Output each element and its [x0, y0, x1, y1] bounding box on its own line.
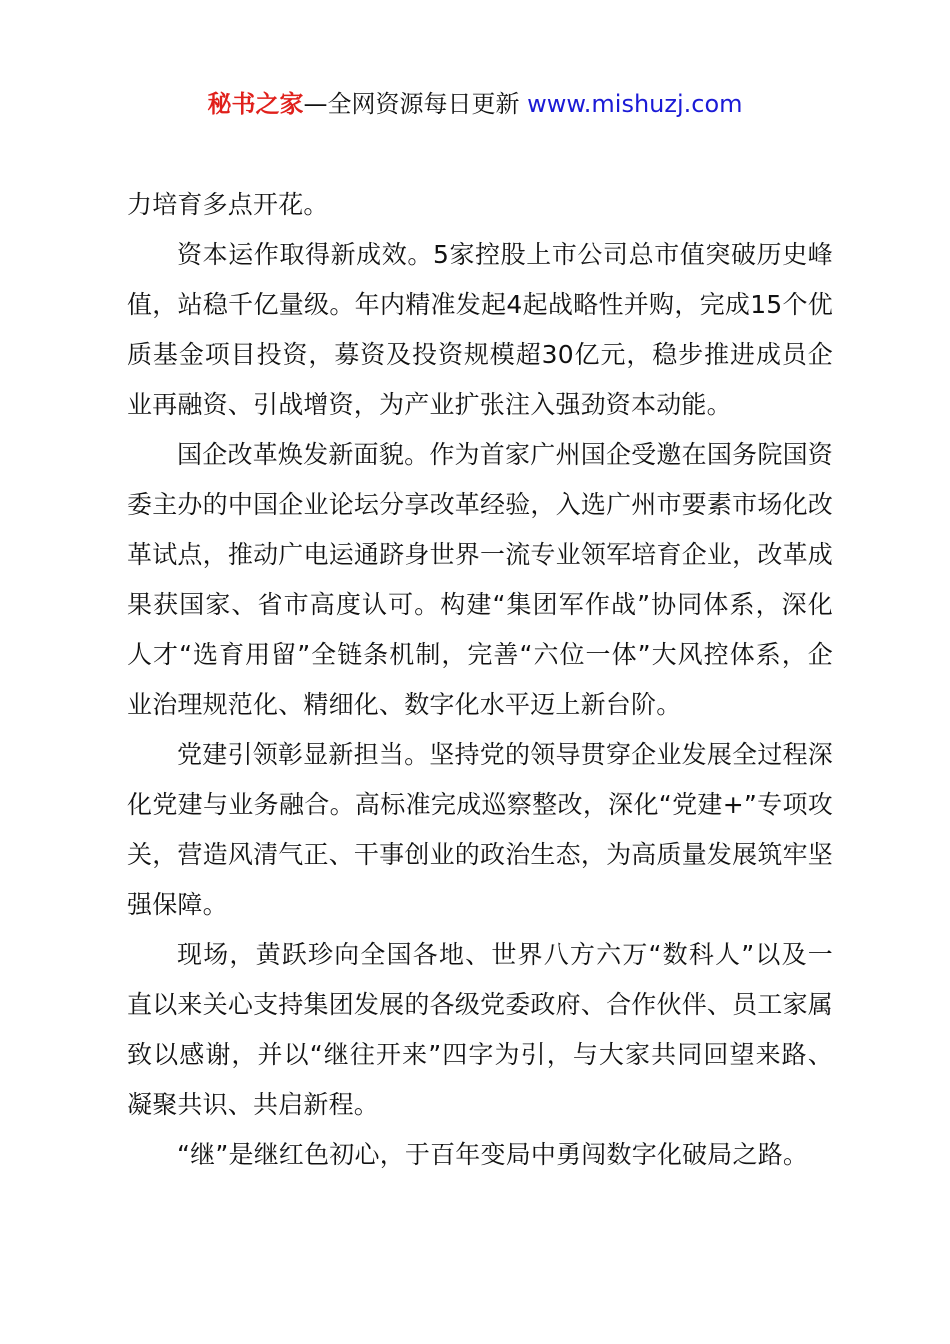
document-body [127, 180, 833, 1180]
site-brand: 秘书之家 [207, 90, 304, 118]
paragraph: 现场，黄跃珍向全国各地、世界八方六万“数科人”以及一直以来关心支持集团发展的各级党委政府、合作伙伴、员工家属致以感谢，并以“继往开来”四字为引，与大家共同回望来路、凝聚共识、共启新程。 [127, 940, 833, 1119]
paragraph: 党建引领彰显新担当。坚持党的领导贯穿企业发展全过程深化党建与业务融合。高标准完成巡察整改，深化“党建+”专项攻关，营造风清气正、干事创业的政治生态，为高质量发展筑牢坚强保障。 [127, 740, 833, 919]
site-url-link[interactable]: www.mishuzj.com [527, 90, 743, 118]
site-tagline: —全网资源每日更新 [303, 90, 528, 118]
paragraph: 力培育多点开花。 [127, 190, 329, 219]
paragraph: “继”是继红色初心，于百年变局中勇闯数字化破局之路。 [177, 1140, 809, 1169]
site-header [0, 88, 950, 120]
paragraph: 国企改革焕发新面貌。作为首家广州国企受邀在国务院国资委主办的中国企业论坛分享改革经验，入选广州市要素市场化改革试点，推动广电运通跻身世界一流专业领军培育企业，改革成果获国家、省市高度认可。构建“集团军作战”协同体系，深化人才“选育用留”全链条机制，完善“六位一体”大风控体系，企业治理规范化、精细化、数字化水平迈上新台阶。 [127, 440, 833, 719]
paragraph: 资本运作取得新成效。5家控股上市公司总市值突破历史峰值，站稳千亿量级。年内精准发起4起战略性并购，完成15个优质基金项目投资，募资及投资规模超30亿元，稳步推进成员企业再融资、引战增资，为产业扩张注入强劲资本动能。 [127, 240, 833, 419]
